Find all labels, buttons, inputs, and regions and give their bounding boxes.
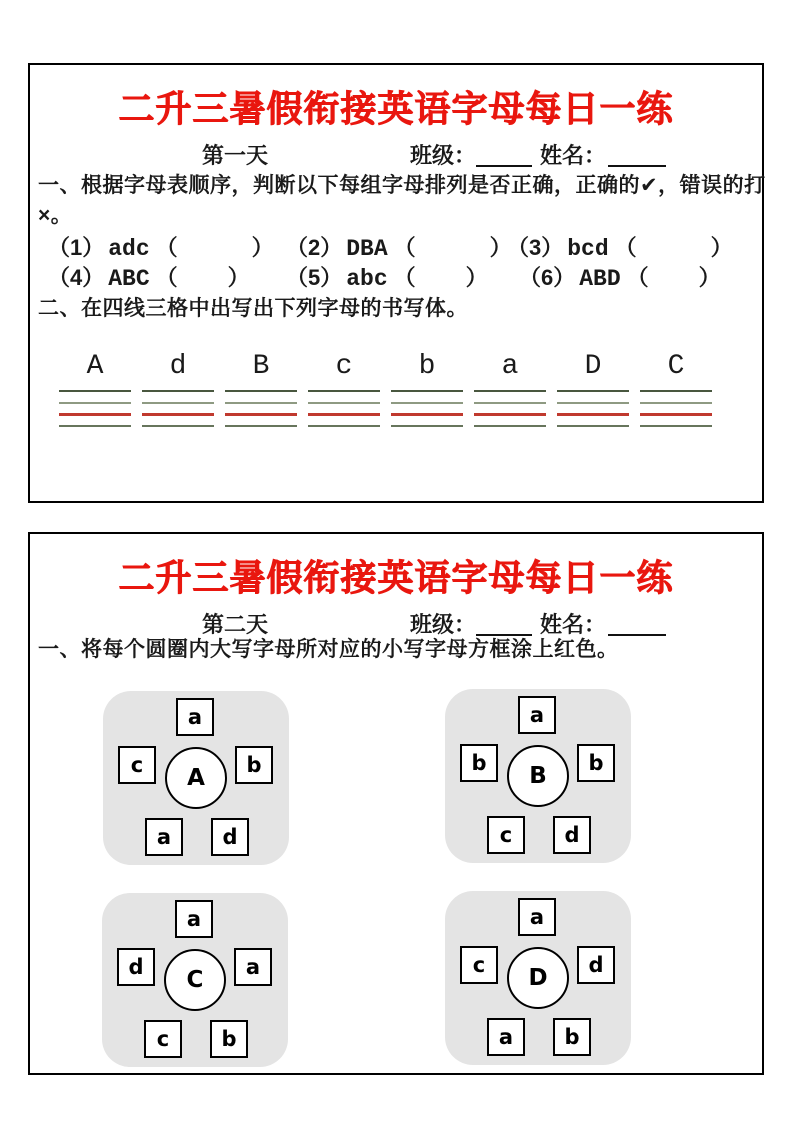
center-letter-circle: A <box>165 747 227 809</box>
letter-match-diagram-A <box>103 691 289 865</box>
item-answer-blank[interactable]: （ ） <box>155 235 276 260</box>
grid-line-top <box>59 390 131 392</box>
item-letters: ABC <box>108 266 150 292</box>
letter-match-diagram-D <box>445 891 631 1065</box>
class-blank-field[interactable] <box>476 612 532 636</box>
grid-line-bottom <box>308 425 380 427</box>
task2-instruction: 二、在四线三格中出写出下列字母的书写体。 <box>38 297 468 320</box>
center-letter-circle: D <box>507 947 569 1009</box>
trace-letter: B <box>252 351 270 382</box>
trace-letters-row <box>59 351 712 382</box>
letter-match-diagram-C <box>102 893 288 1067</box>
item-letters: abc <box>346 266 388 292</box>
item-answer-blank[interactable]: （ ） <box>626 265 723 290</box>
task1-items-row2 <box>30 261 762 291</box>
task1-item-2 <box>286 231 514 262</box>
grid-line-base-red <box>225 413 297 416</box>
page-title: 二升三暑假衔接英语字母每日一练 <box>118 89 674 129</box>
writing-grid-cell[interactable] <box>391 390 463 430</box>
worksheet-page-day2 <box>28 532 764 1075</box>
writing-grid-cell[interactable] <box>59 390 131 430</box>
task1-item-1 <box>48 231 276 262</box>
letter-box[interactable]: b <box>210 1020 248 1058</box>
letter-box[interactable]: a <box>518 898 556 936</box>
name-blank-field[interactable] <box>608 143 666 167</box>
grid-line-bottom <box>142 425 214 427</box>
worksheet-page-day1 <box>28 63 764 503</box>
grid-line-upper <box>142 402 214 404</box>
grid-line-base-red <box>474 413 546 416</box>
trace-letter: d <box>169 351 187 382</box>
item-number: （2） <box>286 235 343 260</box>
grid-line-upper <box>391 402 463 404</box>
trace-letter: c <box>335 351 353 382</box>
grid-line-bottom <box>474 425 546 427</box>
letter-match-diagram-B <box>445 689 631 863</box>
writing-grid-cell[interactable] <box>225 390 297 430</box>
four-line-writing-grid <box>59 390 712 430</box>
grid-line-upper <box>308 402 380 404</box>
grid-line-top <box>391 390 463 392</box>
grid-line-upper <box>474 402 546 404</box>
letter-box[interactable]: c <box>118 746 156 784</box>
grid-line-bottom <box>640 425 712 427</box>
item-number: （3） <box>507 235 564 260</box>
letter-box[interactable]: a <box>487 1018 525 1056</box>
class-name-group <box>410 139 666 170</box>
trace-letter: A <box>86 351 104 382</box>
grid-line-bottom <box>59 425 131 427</box>
name-label: 姓名： <box>540 612 607 637</box>
trace-letter: D <box>584 351 602 382</box>
item-answer-blank[interactable]: （ ） <box>393 265 490 290</box>
item-letters: DBA <box>346 236 388 262</box>
class-label: 班级： <box>410 612 477 637</box>
grid-line-top <box>640 390 712 392</box>
writing-grid-cell[interactable] <box>474 390 546 430</box>
item-answer-blank[interactable]: （ ） <box>614 235 735 260</box>
letter-box[interactable]: b <box>235 746 273 784</box>
grid-line-top <box>474 390 546 392</box>
task1-instruction-line1: 一、根据字母表顺序，判断以下每组字母排列是否正确，正确的✔，错误的打 <box>38 174 766 197</box>
trace-letter: a <box>501 351 519 382</box>
grid-line-base-red <box>142 413 214 416</box>
letter-box[interactable]: a <box>234 948 272 986</box>
trace-letter: b <box>418 351 436 382</box>
grid-line-upper <box>225 402 297 404</box>
letter-box[interactable]: c <box>487 816 525 854</box>
writing-grid-cell[interactable] <box>142 390 214 430</box>
class-blank-field[interactable] <box>476 143 532 167</box>
writing-grid-cell[interactable] <box>640 390 712 430</box>
letter-box[interactable]: a <box>518 696 556 734</box>
task1-item-3 <box>507 231 735 262</box>
task1-items-row1 <box>30 231 762 261</box>
trace-letter: C <box>667 351 685 382</box>
grid-line-base-red <box>640 413 712 416</box>
grid-line-base-red <box>391 413 463 416</box>
grid-line-top <box>142 390 214 392</box>
letter-box[interactable]: d <box>211 818 249 856</box>
item-letters: adc <box>108 236 150 262</box>
letter-box[interactable]: d <box>553 816 591 854</box>
item-letters: ABD <box>579 266 621 292</box>
writing-grid-cell[interactable] <box>308 390 380 430</box>
center-letter-circle: B <box>507 745 569 807</box>
letter-box[interactable]: a <box>176 698 214 736</box>
grid-line-bottom <box>557 425 629 427</box>
letter-box[interactable]: b <box>577 744 615 782</box>
task1-instruction-line2: ×。 <box>38 204 73 227</box>
class-label: 班级： <box>410 143 477 168</box>
grid-line-top <box>308 390 380 392</box>
item-number: （4） <box>48 265 105 290</box>
grid-line-upper <box>557 402 629 404</box>
grid-line-upper <box>640 402 712 404</box>
day-label: 第二天 <box>202 612 269 637</box>
letter-box[interactable]: a <box>145 818 183 856</box>
center-letter-circle: C <box>164 949 226 1011</box>
item-answer-blank[interactable]: （ ） <box>155 265 252 290</box>
grid-line-base-red <box>59 413 131 416</box>
letter-box[interactable]: d <box>117 948 155 986</box>
item-answer-blank[interactable]: （ ） <box>393 235 514 260</box>
day-label: 第一天 <box>202 143 269 168</box>
item-number: （1） <box>48 235 105 260</box>
grid-line-top <box>557 390 629 392</box>
letter-box[interactable]: a <box>175 900 213 938</box>
page-title: 二升三暑假衔接英语字母每日一练 <box>118 558 674 598</box>
task1-item-6 <box>519 261 723 292</box>
letter-box[interactable]: c <box>460 946 498 984</box>
task1-item-5 <box>286 261 490 292</box>
task1-item-4 <box>48 261 252 292</box>
grid-line-bottom <box>225 425 297 427</box>
letter-box[interactable]: c <box>144 1020 182 1058</box>
writing-grid-cell[interactable] <box>557 390 629 430</box>
header-row <box>30 139 762 169</box>
letter-box[interactable]: d <box>577 946 615 984</box>
grid-line-base-red <box>308 413 380 416</box>
header-row <box>30 608 762 638</box>
letter-box[interactable]: b <box>553 1018 591 1056</box>
item-letters: bcd <box>567 236 609 262</box>
grid-line-base-red <box>557 413 629 416</box>
item-number: （6） <box>519 265 576 290</box>
task1-instruction: 一、将每个圆圈内大写字母所对应的小写字母方框涂上红色。 <box>38 638 619 661</box>
letter-box[interactable]: b <box>460 744 498 782</box>
name-blank-field[interactable] <box>608 612 666 636</box>
grid-line-bottom <box>391 425 463 427</box>
grid-line-top <box>225 390 297 392</box>
item-number: （5） <box>286 265 343 290</box>
name-label: 姓名： <box>540 143 607 168</box>
grid-line-upper <box>59 402 131 404</box>
